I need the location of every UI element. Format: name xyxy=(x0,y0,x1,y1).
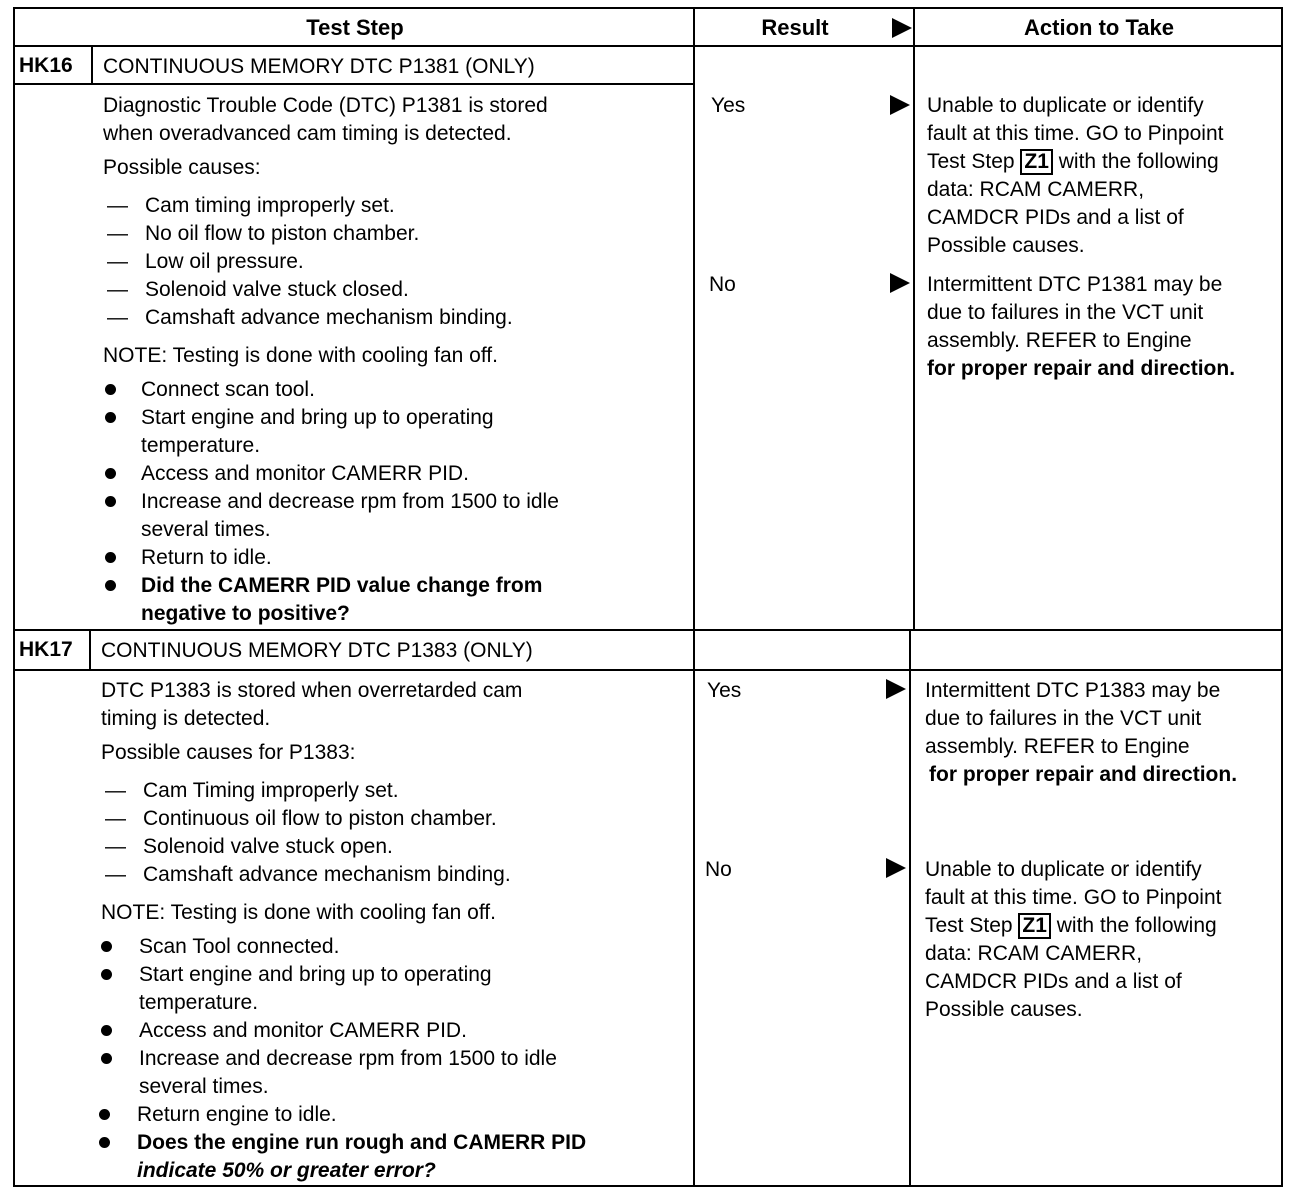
bullet-icon xyxy=(101,1053,112,1064)
intro-line: timing is detected. xyxy=(101,707,271,730)
bullet-icon xyxy=(105,384,116,395)
dash-icon: — xyxy=(105,779,126,802)
dash-icon: — xyxy=(105,807,126,830)
dash-icon: — xyxy=(107,194,128,217)
intro-line: Diagnostic Trouble Code (DTC) P1381 is stored xyxy=(103,94,548,117)
step-item: Connect scan tool. xyxy=(141,378,315,401)
step-item: temperature. xyxy=(139,991,259,1014)
step-ref-z1[interactable]: Z1 xyxy=(1020,149,1053,175)
bullet-icon xyxy=(105,468,116,479)
action-line: for proper repair and direction. xyxy=(927,357,1236,380)
cause-item: Cam Timing improperly set. xyxy=(143,779,399,802)
bullet-icon xyxy=(99,1109,110,1120)
section-divider xyxy=(15,629,1283,631)
step-ref-z1[interactable]: Z1 xyxy=(1018,913,1051,939)
result-yes: Yes xyxy=(711,94,746,117)
step-item: temperature. xyxy=(141,434,261,457)
title-divider-hk16 xyxy=(15,83,695,85)
action-line: fault at this time. GO to Pinpoint xyxy=(927,122,1224,145)
step-id-divider-hk16 xyxy=(91,45,93,83)
dash-icon: — xyxy=(107,222,128,245)
action-line: due to failures in the VCT unit xyxy=(925,707,1202,730)
step-item: Return to idle. xyxy=(141,546,272,569)
arrow-icon xyxy=(890,95,910,115)
action-line: fault at this time. GO to Pinpoint xyxy=(925,886,1222,909)
action-line: Possible causes. xyxy=(925,998,1083,1021)
dash-icon: — xyxy=(107,278,128,301)
step-id-divider-hk17 xyxy=(89,629,91,669)
arrow-icon xyxy=(886,679,906,699)
note: NOTE: Testing is done with cooling fan off. xyxy=(101,901,496,924)
cause-item: Solenoid valve stuck open. xyxy=(143,835,393,858)
step-item: Return engine to idle. xyxy=(137,1103,337,1126)
step-item: Access and monitor CAMERR PID. xyxy=(139,1019,467,1042)
action-line: Possible causes. xyxy=(927,234,1085,257)
bullet-icon xyxy=(105,496,116,507)
bullet-icon xyxy=(105,412,116,423)
cause-item: No oil flow to piston chamber. xyxy=(145,222,420,245)
bullet-icon xyxy=(101,1025,112,1036)
step-item: Scan Tool connected. xyxy=(139,935,340,958)
action-line: due to failures in the VCT unit xyxy=(927,301,1204,324)
causes-heading: Possible causes for P1383: xyxy=(101,741,356,764)
action-line: data: RCAM CAMERR, xyxy=(927,178,1145,201)
step-item: Start engine and bring up to operating xyxy=(139,963,492,986)
header-arrow-icon xyxy=(892,18,912,38)
question: Does the engine run rough and CAMERR PID xyxy=(137,1131,587,1154)
action-line: CAMDCR PIDs and a list of xyxy=(925,970,1182,993)
action-line: Intermittent DTC P1383 may be xyxy=(925,679,1221,702)
step-id-hk17: HK17 xyxy=(19,638,73,661)
note: NOTE: Testing is done with cooling fan off. xyxy=(103,344,498,367)
cause-item: Continuous oil flow to piston chamber. xyxy=(143,807,497,830)
column-divider-1 xyxy=(693,9,695,1185)
step-item: Start engine and bring up to operating xyxy=(141,406,494,429)
step-title-hk16: CONTINUOUS MEMORY DTC P1381 (ONLY) xyxy=(103,55,535,78)
step-item: several times. xyxy=(139,1075,269,1098)
result-no: No xyxy=(709,273,736,296)
action-line: Test Step Z1 with the following xyxy=(927,150,1219,173)
result-yes: Yes xyxy=(707,679,742,702)
cause-item: Camshaft advance mechanism binding. xyxy=(143,863,511,886)
dash-icon: — xyxy=(105,835,126,858)
intro-line: DTC P1383 is stored when overretarded cam xyxy=(101,679,523,702)
dash-icon: — xyxy=(105,863,126,886)
action-line: CAMDCR PIDs and a list of xyxy=(927,206,1184,229)
action-line: Intermittent DTC P1381 may be xyxy=(927,273,1223,296)
arrow-icon xyxy=(890,273,910,293)
step-item: Increase and decrease rpm from 1500 to idle xyxy=(139,1047,557,1070)
step-item: several times. xyxy=(141,518,271,541)
step-id-hk16: HK16 xyxy=(19,54,73,77)
question: indicate 50% or greater error? xyxy=(137,1159,436,1182)
cause-item: Solenoid valve stuck closed. xyxy=(145,278,409,301)
bullet-icon xyxy=(99,1137,110,1148)
action-line: assembly. REFER to Engine xyxy=(927,329,1192,352)
bullet-icon xyxy=(105,552,116,563)
question: Did the CAMERR PID value change from xyxy=(141,574,543,597)
arrow-icon xyxy=(886,858,906,878)
question: negative to positive? xyxy=(141,602,350,625)
step-item: Access and monitor CAMERR PID. xyxy=(141,462,469,485)
header-test-step: Test Step xyxy=(306,15,404,40)
action-line: Unable to duplicate or identify xyxy=(925,858,1202,881)
bullet-icon xyxy=(101,941,112,952)
bullet-icon xyxy=(101,969,112,980)
cause-item: Low oil pressure. xyxy=(145,250,304,273)
action-line: assembly. REFER to Engine xyxy=(925,735,1190,758)
header-divider xyxy=(15,45,1283,47)
cause-item: Cam timing improperly set. xyxy=(145,194,395,217)
causes-heading: Possible causes: xyxy=(103,156,261,179)
dash-icon: — xyxy=(107,250,128,273)
cause-item: Camshaft advance mechanism binding. xyxy=(145,306,513,329)
action-line: data: RCAM CAMERR, xyxy=(925,942,1143,965)
result-no: No xyxy=(705,858,732,881)
intro-line: when overadvanced cam timing is detected. xyxy=(103,122,512,145)
bullet-icon xyxy=(105,580,116,591)
diagnostic-table xyxy=(13,7,1283,1187)
action-line: for proper repair and direction. xyxy=(929,763,1238,786)
dash-icon: — xyxy=(107,306,128,329)
step-item: Increase and decrease rpm from 1500 to idle xyxy=(141,490,559,513)
column-divider-2a xyxy=(913,9,915,629)
action-line: Unable to duplicate or identify xyxy=(927,94,1204,117)
header-result: Result xyxy=(761,15,829,40)
header-action: Action to Take xyxy=(1024,15,1174,40)
title-divider-hk17 xyxy=(15,669,1283,671)
action-line: Test Step Z1 with the following xyxy=(925,914,1217,937)
step-title-hk17: CONTINUOUS MEMORY DTC P1383 (ONLY) xyxy=(101,639,533,662)
column-divider-2b xyxy=(909,629,911,1185)
